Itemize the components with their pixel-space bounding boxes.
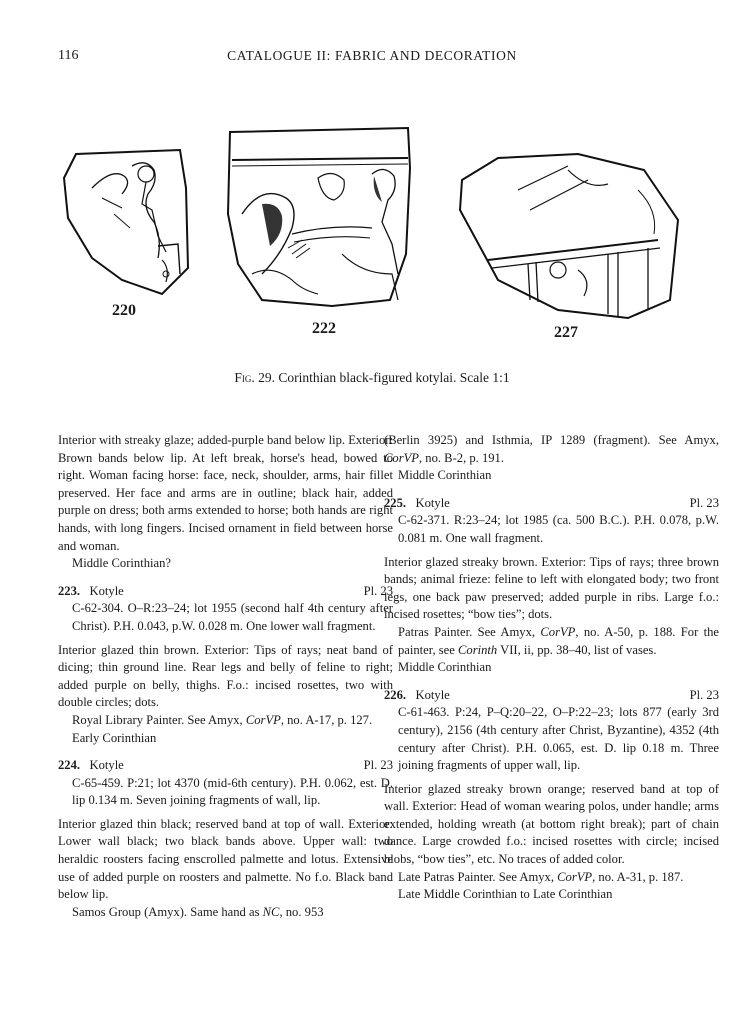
figure-caption	[0, 370, 744, 386]
page-number: 116	[58, 48, 79, 63]
attribution-title: CorVP	[245, 712, 281, 727]
attribution-ref: , no. A-50, p. 188. For the painter, see	[398, 624, 720, 657]
period: Middle Corinthian	[398, 660, 492, 675]
attribution-text: Patras Painter. See Amyx,	[398, 624, 541, 639]
caption-prefix: Fig. 29.	[234, 370, 275, 385]
vessel-type: Kotyle	[89, 583, 124, 598]
vessel-type: Kotyle	[89, 758, 124, 773]
description: Interior glazed streaky brown. Exterior: Tips of rays; three brown bands; animal frieze: feline to left with elongated body; two front legs, one back paw preserved; added purple in ribs. Large f.o.: incised rosettes; “bow ties”; dots.	[384, 554, 719, 622]
attribution-ref: , no. A-17, p. 127.	[280, 712, 373, 727]
plate-reference: Pl. 23	[689, 495, 719, 510]
catalogue-number: 224.	[58, 758, 81, 773]
inventory-metadata: C-65-459. P:21; lot 4370 (mid-6th century). P.H. 0.062, est. D. lip 0.134 m. Seven joining fragments of wall, lip.	[72, 775, 393, 808]
entry-223-heading	[58, 583, 393, 601]
attribution-title: NC	[262, 904, 280, 919]
attribution	[384, 869, 719, 887]
attribution	[58, 904, 393, 922]
attribution-title: CorVP	[384, 450, 419, 465]
inventory-metadata: C-61-463. P:24, P–Q:20–22, O–P:22–23; lots 877 (early 3rd century), 2156 (4th century after Christ, Byzantine), 4352 (4th century after Christ). P.H. 0.065, est. D. lip 0.18 m. Three joining fragments of upper wall, lip.	[398, 705, 719, 773]
entry-224-heading	[58, 757, 393, 775]
attribution	[58, 712, 393, 730]
attribution-title: Corinth	[458, 642, 498, 657]
attribution-title: CorVP	[540, 624, 576, 639]
fragment-label-227: 227	[554, 324, 578, 341]
caption-text: Corinthian black-figured kotylai. Scale 1:1	[278, 370, 510, 385]
vessel-type: Kotyle	[415, 495, 450, 510]
attribution-text: (Berlin 3925) and Isthmia, IP 1289 (fragment). See Amyx,	[384, 433, 719, 447]
description: Interior glazed thin brown. Exterior: Tips of rays; neat band of dicing; thin ground line. Rear legs and belly of feline to right; added purple on belly, thighs. F.o.: incised rosettes, two with double circles; dots.	[58, 642, 393, 710]
plate-reference: Pl. 23	[689, 687, 719, 702]
description: Interior glazed thin black; reserved band at top of wall. Exterior: Lower wall black; two black bands above. Upper wall: two heraldic roosters facing enscrolled palmette and lotus. Extensive use of added purple on roosters and palmette. No f.o. Black band below lip.	[58, 816, 393, 902]
entry-226-heading	[384, 687, 719, 705]
period: Early Corinthian	[72, 730, 157, 745]
attribution-text: Samos Group (Amyx). Same hand as	[72, 904, 263, 919]
continued-description: Interior with streaky glaze; added-purple band below lip. Exterior: Brown bands below lip. At left break, horse's head, bowed to right. Woman facing horse: face, neck, shoulder, arms, hair fillet preserved. Her face and arms are in outline; black hair, added purple on dress; both arms extended to horse; both hands are right hands, with long fingers. Incised ornament in field between horse and woman.	[58, 433, 393, 553]
entry-225-heading	[384, 495, 719, 513]
inventory-metadata: C-62-304. O–R:23–24; lot 1955 (second half 4th century after Christ). P.H. 0.043, p.W. 0.028 m. One lower wall fragment.	[72, 601, 393, 633]
inventory-metadata: C-62-371. R:23–24; lot 1985 (ca. 500 B.C.). P.H. 0.078, p.W. 0.081 m. One wall fragment.	[398, 513, 719, 545]
fragment-label-222: 222	[312, 320, 336, 337]
period: Late Middle Corinthian to Late Corinthian	[398, 887, 613, 902]
catalogue-number: 223.	[58, 583, 81, 598]
right-column	[384, 432, 719, 904]
fragment-222-drawing	[222, 124, 416, 310]
attribution-ref: , no. A-31, p. 187.	[592, 869, 684, 884]
attribution	[384, 624, 719, 659]
running-head: CATALOGUE II: FABRIC AND DECORATION	[227, 48, 517, 63]
catalogue-number: 225.	[384, 495, 407, 510]
fragment-label-220: 220	[112, 302, 136, 319]
attribution-title: CorVP	[557, 869, 593, 884]
plate-reference: Pl. 23	[363, 758, 393, 773]
fragment-220-drawing	[62, 148, 192, 298]
plate-reference: Pl. 23	[363, 583, 393, 598]
attribution-text: Royal Library Painter. See Amyx,	[72, 712, 246, 727]
attribution-ref: , no. 953	[279, 904, 324, 919]
description: Interior glazed streaky brown orange; reserved band at top of wall. Exterior: Head of woman wearing polos, under handle; arms extended, holding wreath (at bottom right break); part of chain dance. Large crowded f.o.: incised rosettes with circle; incised blobs, “bow ties”, etc. No traces of added color.	[384, 781, 719, 867]
period: Middle Corinthian	[398, 468, 492, 483]
left-column	[58, 432, 393, 921]
attribution-ref: VII, ii, pp. 38–40, list of vases.	[497, 642, 657, 657]
period: Middle Corinthian?	[72, 556, 171, 571]
attribution-ref: , no. B-2, p. 191.	[418, 450, 504, 465]
figure-29	[0, 110, 744, 370]
catalogue-number: 226.	[384, 687, 407, 702]
attribution-text: Late Patras Painter. See Amyx,	[398, 869, 558, 884]
continued-attribution	[384, 432, 719, 467]
vessel-type: Kotyle	[415, 687, 450, 702]
fragment-227-drawing	[458, 150, 680, 322]
